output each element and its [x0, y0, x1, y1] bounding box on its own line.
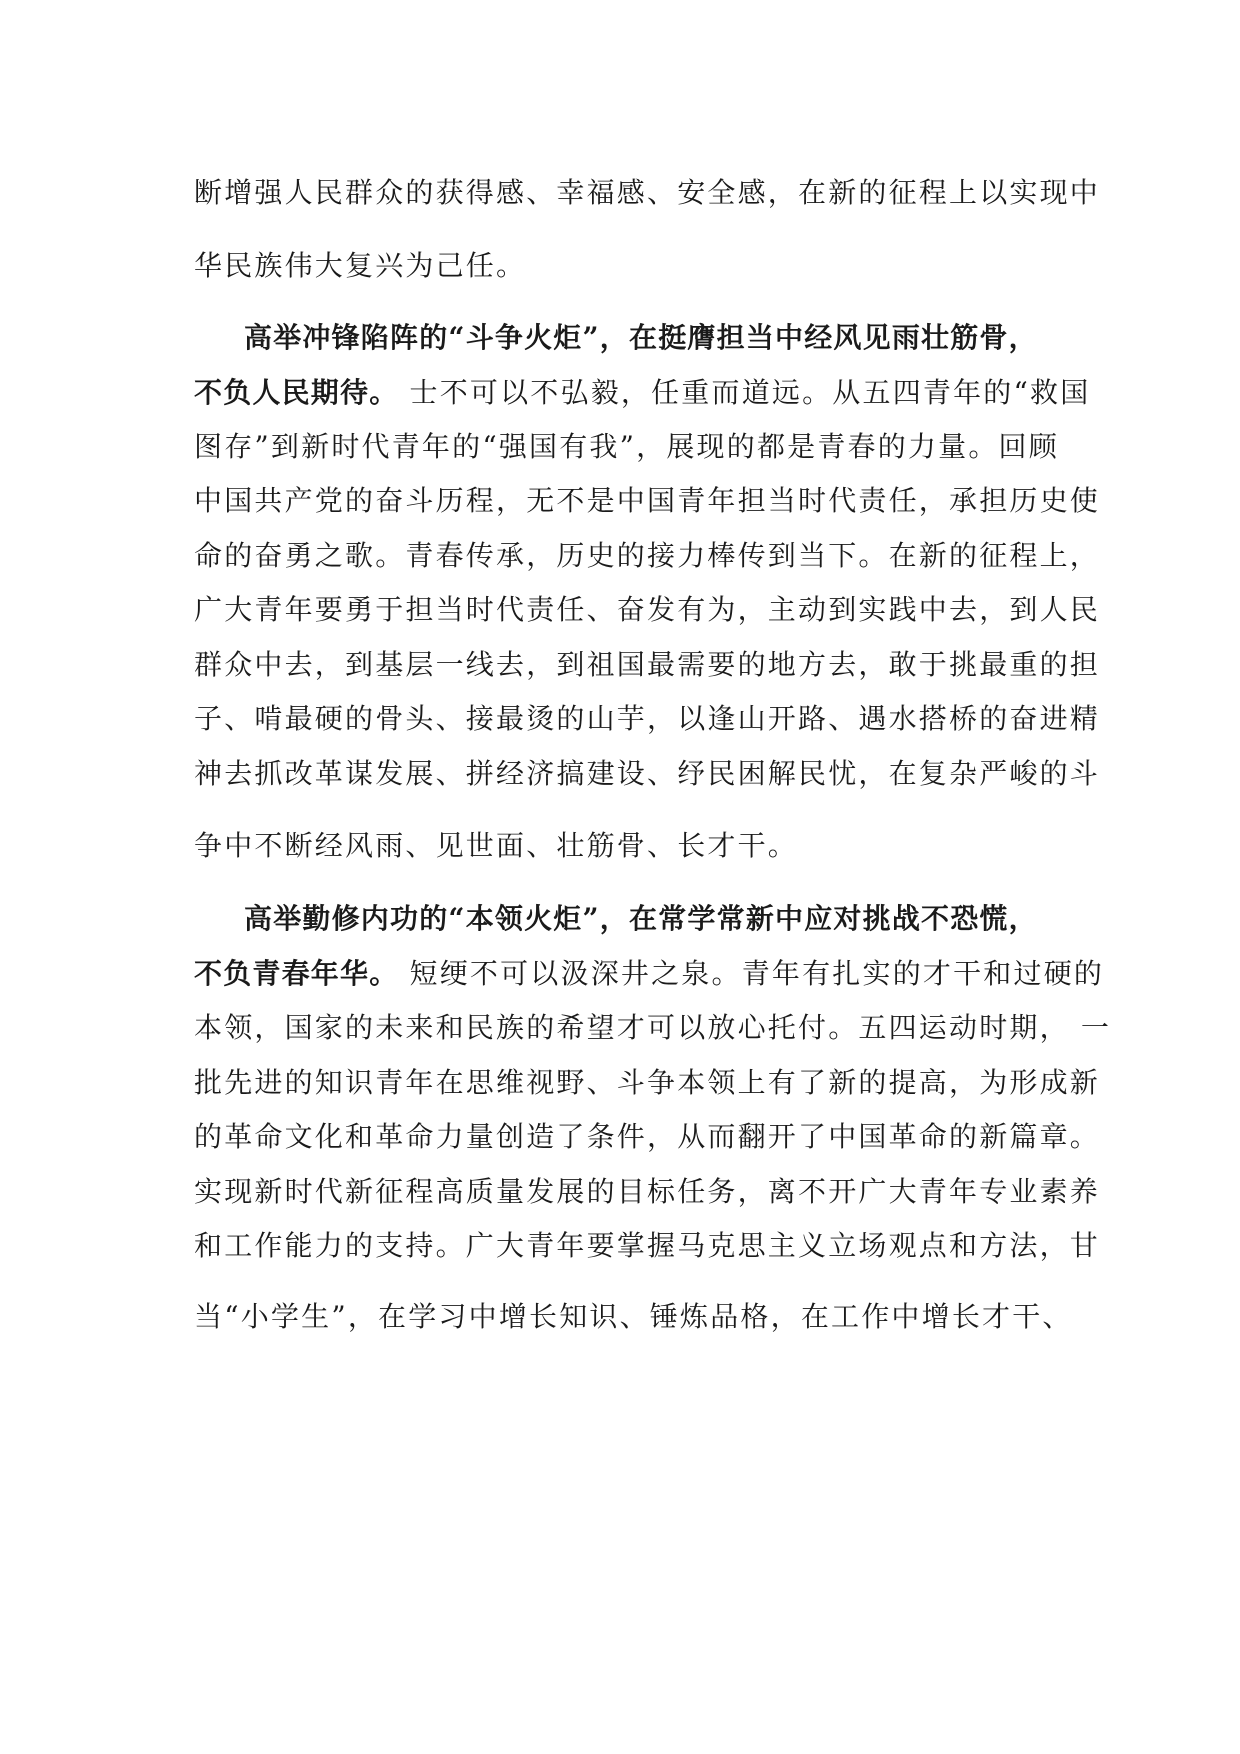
line-text: 士不可以不弘毅，任重而道远。从五四青年的“救国	[398, 376, 1091, 409]
text-line	[194, 171, 1101, 215]
line-text: 当“小学生”，在学习中增长知识、锤炼品格，在工作中增长才干、	[194, 1300, 1073, 1333]
line-text: 命的奋勇之歌。青春传承，历史的接力棒传到当下。在新的征程上，	[194, 539, 1101, 572]
text-line	[194, 1295, 1073, 1339]
text-line	[194, 1006, 1112, 1050]
text-line	[194, 534, 1101, 578]
line-text: 短绠不可以汲深井之泉。青年有扎实的才干和过硬的	[398, 957, 1105, 990]
heading-text: 不负人民期待。	[194, 376, 399, 409]
text-line	[194, 1224, 1101, 1268]
text-line	[194, 1170, 1101, 1214]
line-text: 广大青年要勇于担当时代责任、奋发有为，主动到实践中去，到人民	[194, 593, 1101, 626]
text-line	[194, 1115, 1101, 1159]
line-text: 争中不断经风雨、见世面、壮筋骨、长才干。	[194, 829, 799, 862]
text-line	[194, 952, 1105, 996]
text-line	[194, 752, 1101, 796]
heading-text: 高举勤修内功的“本领火炬”，在常学常新中应对挑战不恐慌，	[244, 902, 1038, 935]
text-line	[194, 697, 1101, 741]
line-text: 断增强人民群众的获得感、幸福感、安全感，在新的征程上以实现中	[194, 176, 1101, 209]
text-line	[194, 643, 1101, 687]
text-line	[194, 479, 1101, 523]
line-text: 本领，国家的未来和民族的希望才可以放心托付。五四运动时期， 一	[194, 1011, 1112, 1044]
text-line	[194, 824, 1064, 868]
text-line	[194, 244, 1064, 288]
line-text: 批先进的知识青年在思维视野、斗争本领上有了新的提高，为形成新	[194, 1066, 1101, 1099]
text-line	[194, 425, 1064, 469]
line-text: 图存”到新时代青年的“强国有我”，展现的都是青春的力量。回顾	[194, 430, 1059, 463]
line-text: 子、啃最硬的骨头、接最烫的山芋，以逢山开路、遇水搭桥的奋进精	[194, 702, 1101, 735]
line-text: 的革命文化和革命力量创造了条件，从而翻开了中国革命的新篇章。	[194, 1120, 1101, 1153]
heading-text: 高举冲锋陷阵的“斗争火炬”，在挺膺担当中经风见雨壮筋骨，	[244, 321, 1038, 354]
line-text: 群众中去，到基层一线去，到祖国最需要的地方去，敢于挑最重的担	[194, 648, 1101, 681]
text-line	[194, 371, 1091, 415]
line-text: 中国共产党的奋斗历程，无不是中国青年担当时代责任，承担历史使	[194, 484, 1101, 517]
line-text: 华民族伟大复兴为己任。	[194, 249, 527, 282]
text-line	[194, 588, 1101, 632]
heading-text: 不负青春年华。	[194, 957, 399, 990]
line-text: 神去抓改革谋发展、拼经济搞建设、纾民困解民忧，在复杂严峻的斗	[194, 757, 1101, 790]
line-text: 和工作能力的支持。广大青年要掌握马克思主义立场观点和方法，甘	[194, 1229, 1101, 1262]
section-heading-2	[244, 897, 1064, 941]
line-text: 实现新时代新征程高质量发展的目标任务，离不开广大青年专业素养	[194, 1175, 1101, 1208]
text-line	[194, 1061, 1101, 1105]
section-heading-1	[244, 316, 1064, 360]
